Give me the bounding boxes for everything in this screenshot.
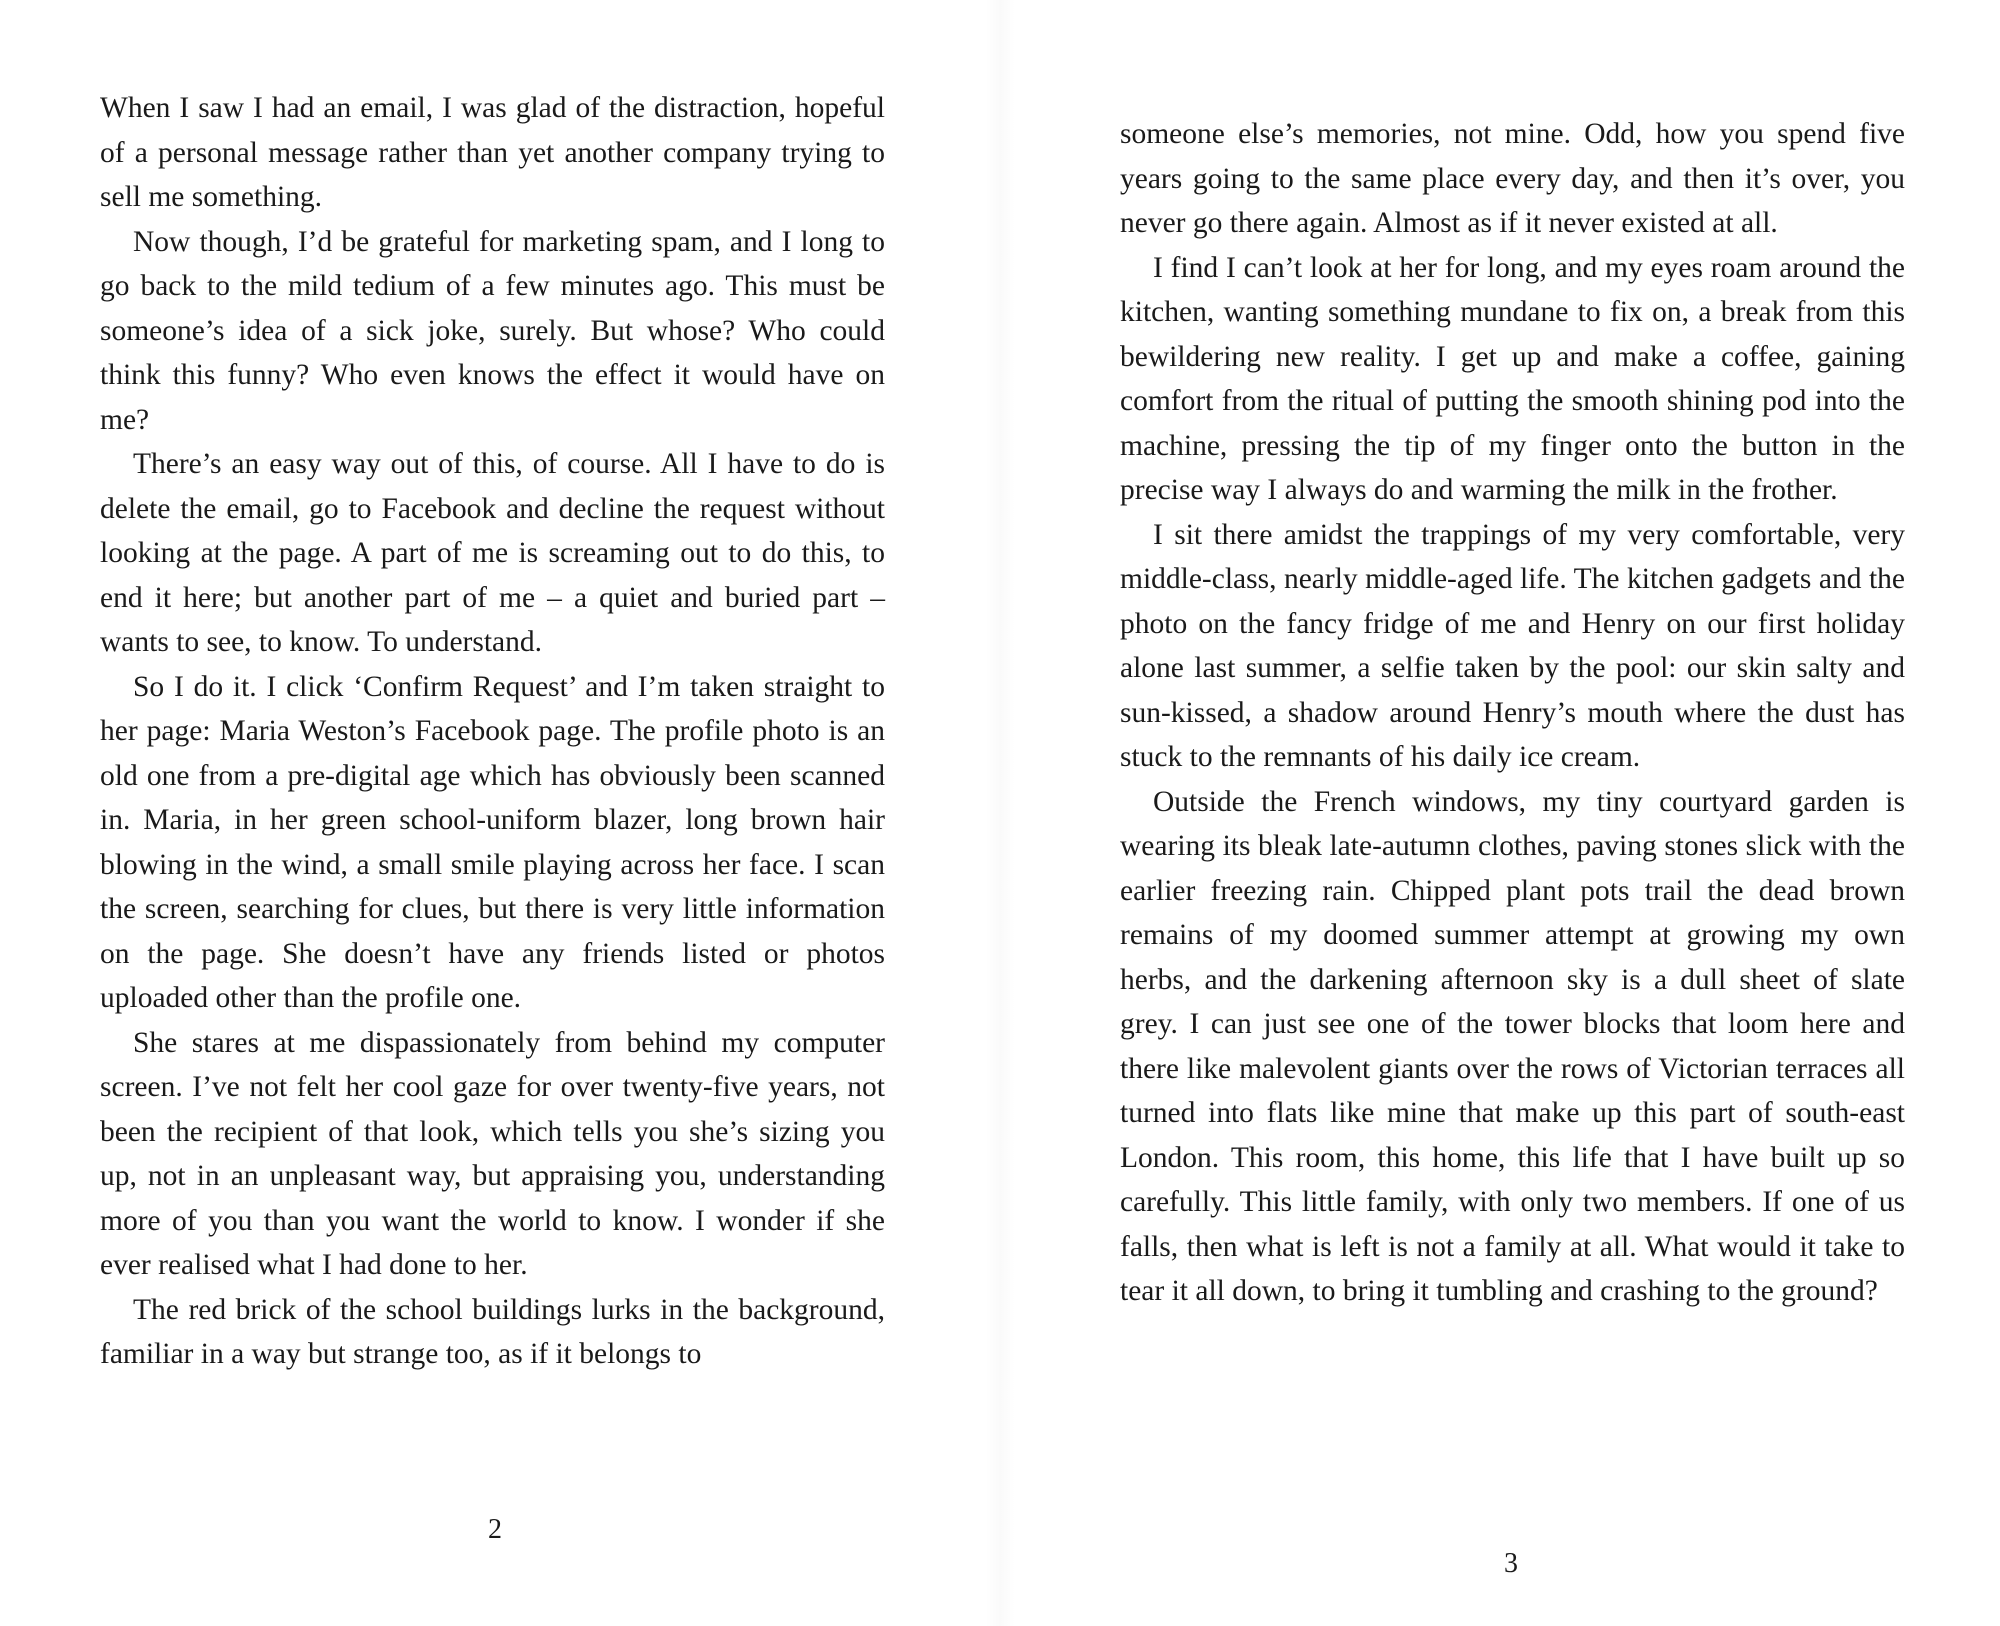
left-paragraph-1: When I saw I had an email, I was glad of the distraction, hopeful of a personal message rather than yet another company trying to sell me something. [100,92,885,213]
left-page-number: 2 [488,1514,502,1545]
right-paragraph-4: Outside the French windows, my tiny courtyard garden is wearing its bleak late-autumn clothes, paving stones slick with the earlier freezing rain. Chipped plant pots trail the dead brown remains of my doomed summer attempt at growing my own herbs, and the darkening afternoon sky is a dull sheet of slate grey. I can just see one of the tower blocks that loom here and there like malevolent giants over the rows of Victorian terraces all turned into flats like mine that make up this part of south-east London. This room, this home, this life that I have built up so carefully. This little family, with only two members. If one of us falls, then what is left is not a family at all. What would it take to tear it all down, to bring it tumbling and crashing to the ground? [1120,785,1905,1307]
left-paragraph-5: She stares at me dispassionately from behind my computer screen. I’ve not felt her cool gaze for over twenty-five years, not been the recipient of that look, which tells you she’s sizing you up, not in an unpleasant way, but appraising you, understanding more of you than you want the world to know. I wonder if she ever realised what I had done to her. [100,1026,885,1281]
left-paragraph-3: There’s an easy way out of this, of course. All I have to do is delete the email, go to Facebook and decline the request without looking at the page. A part of me is screaming out to do this, to end it here; but another part of me – a quiet and buried part – wants to see, to know. To understand. [100,448,885,658]
left-paragraph-4: So I do it. I click ‘Confirm Request’ and I’m taken straight to her page: Maria Weston’s Facebook page. The profile photo is an old one from a pre-digital age which has obviously been scanned in. Maria, in her green school-uniform blazer, long brown hair blowing in the wind, a small smile playing across her face. I scan the screen, searching for clues, but there is very little information on the page. She doesn’t have any friends listed or photos uploaded other than the profile one. [100,670,885,1014]
right-page-number: 3 [1504,1548,1518,1579]
left-paragraph-2: Now though, I’d be grateful for marketing spam, and I long to go back to the mild tedium of a few minutes ago. This must be someone’s idea of a sick joke, surely. But whose? Who could think this funny? Who even knows the effect it would have on me? [100,225,885,436]
right-page [1120,112,1905,1314]
right-paragraph-3: I sit there amidst the trappings of my very comfortable, very middle-class, nearly middle-aged life. The kitchen gadgets and the photo on the fancy fridge of me and Henry on our first holiday alone last summer, a selfie taken by the pool: our skin salty and sun-kissed, a shadow around Henry’s mouth where the dust has stuck to the remnants of his daily ice cream. [1120,518,1905,773]
book-gutter [985,0,1015,1626]
left-page [100,86,885,1377]
right-paragraph-2: I find I can’t look at her for long, and my eyes roam around the kitchen, wanting something mundane to fix on, a break from this bewildering new reality. I get up and make a coffee, gaining comfort from the ritual of putting the smooth shining pod into the machine, pressing the tip of my finger onto the button in the precise way I always do and warming the milk in the frother. [1120,251,1905,506]
left-paragraph-6: The red brick of the school buildings lurks in the background, familiar in a way but strange too, as if it belongs to [100,1293,885,1370]
right-paragraph-1: someone else’s memories, not mine. Odd, how you spend five years going to the same place every day, and then it’s over, you never go there again. Almost as if it never existed at all. [1120,118,1905,239]
